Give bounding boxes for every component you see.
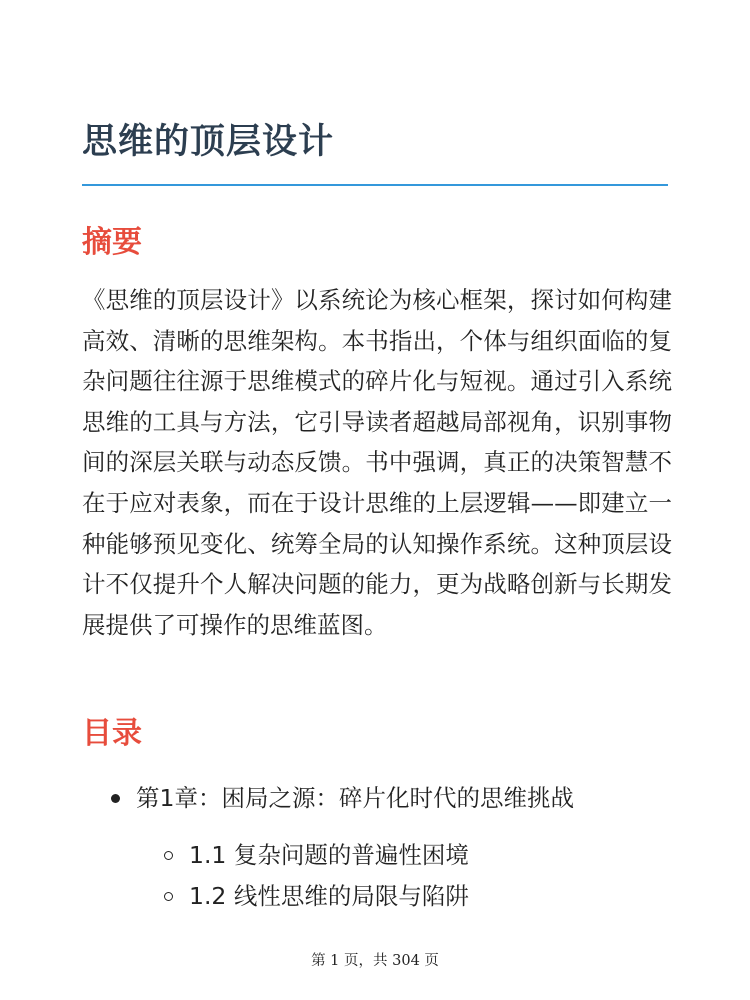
summary-heading: 摘要 [82, 225, 142, 260]
toc-section-label: 1.1 复杂问题的普遍性困境 [189, 841, 469, 869]
title-divider [82, 184, 668, 186]
toc-chapter-label: 第1章：困局之源：碎片化时代的思维挑战 [136, 784, 574, 812]
book-title: 思维的顶层设计 [82, 122, 335, 162]
summary-paragraph: 《思维的顶层设计》以系统论为核心框架，探讨如何构建高效、清晰的思维架构。本书指出，个体与组织面临的复杂问题往往源于思维模式的碎片化与短视。通过引入系统思维的工具与方法，它引导读者超越局部视角，识别事物间的深层关联与动态反馈。书中强调，真正的决策智慧不在于应对表象，而在于设计思维的上层逻辑——即建立一种能够预见变化、统筹全局的认知操作系统。这种顶层设计不仅提升个人解决问题的能力，更为战略创新与长期发展提供了可操作的思维蓝图。 [82, 286, 672, 639]
toc-section-1-1[interactable] [189, 837, 469, 873]
hollow-bullet-icon [164, 851, 173, 860]
hollow-bullet-icon [164, 892, 173, 901]
toc-section-1-2[interactable] [189, 878, 469, 914]
toc-chapter-1[interactable] [136, 780, 574, 816]
toc-section-label: 1.2 线性思维的局限与陷阱 [189, 882, 469, 910]
page-number-footer: 第 1 页，共 304 页 [311, 953, 439, 969]
toc-heading: 目录 [82, 716, 142, 751]
filled-bullet-icon [111, 794, 120, 803]
